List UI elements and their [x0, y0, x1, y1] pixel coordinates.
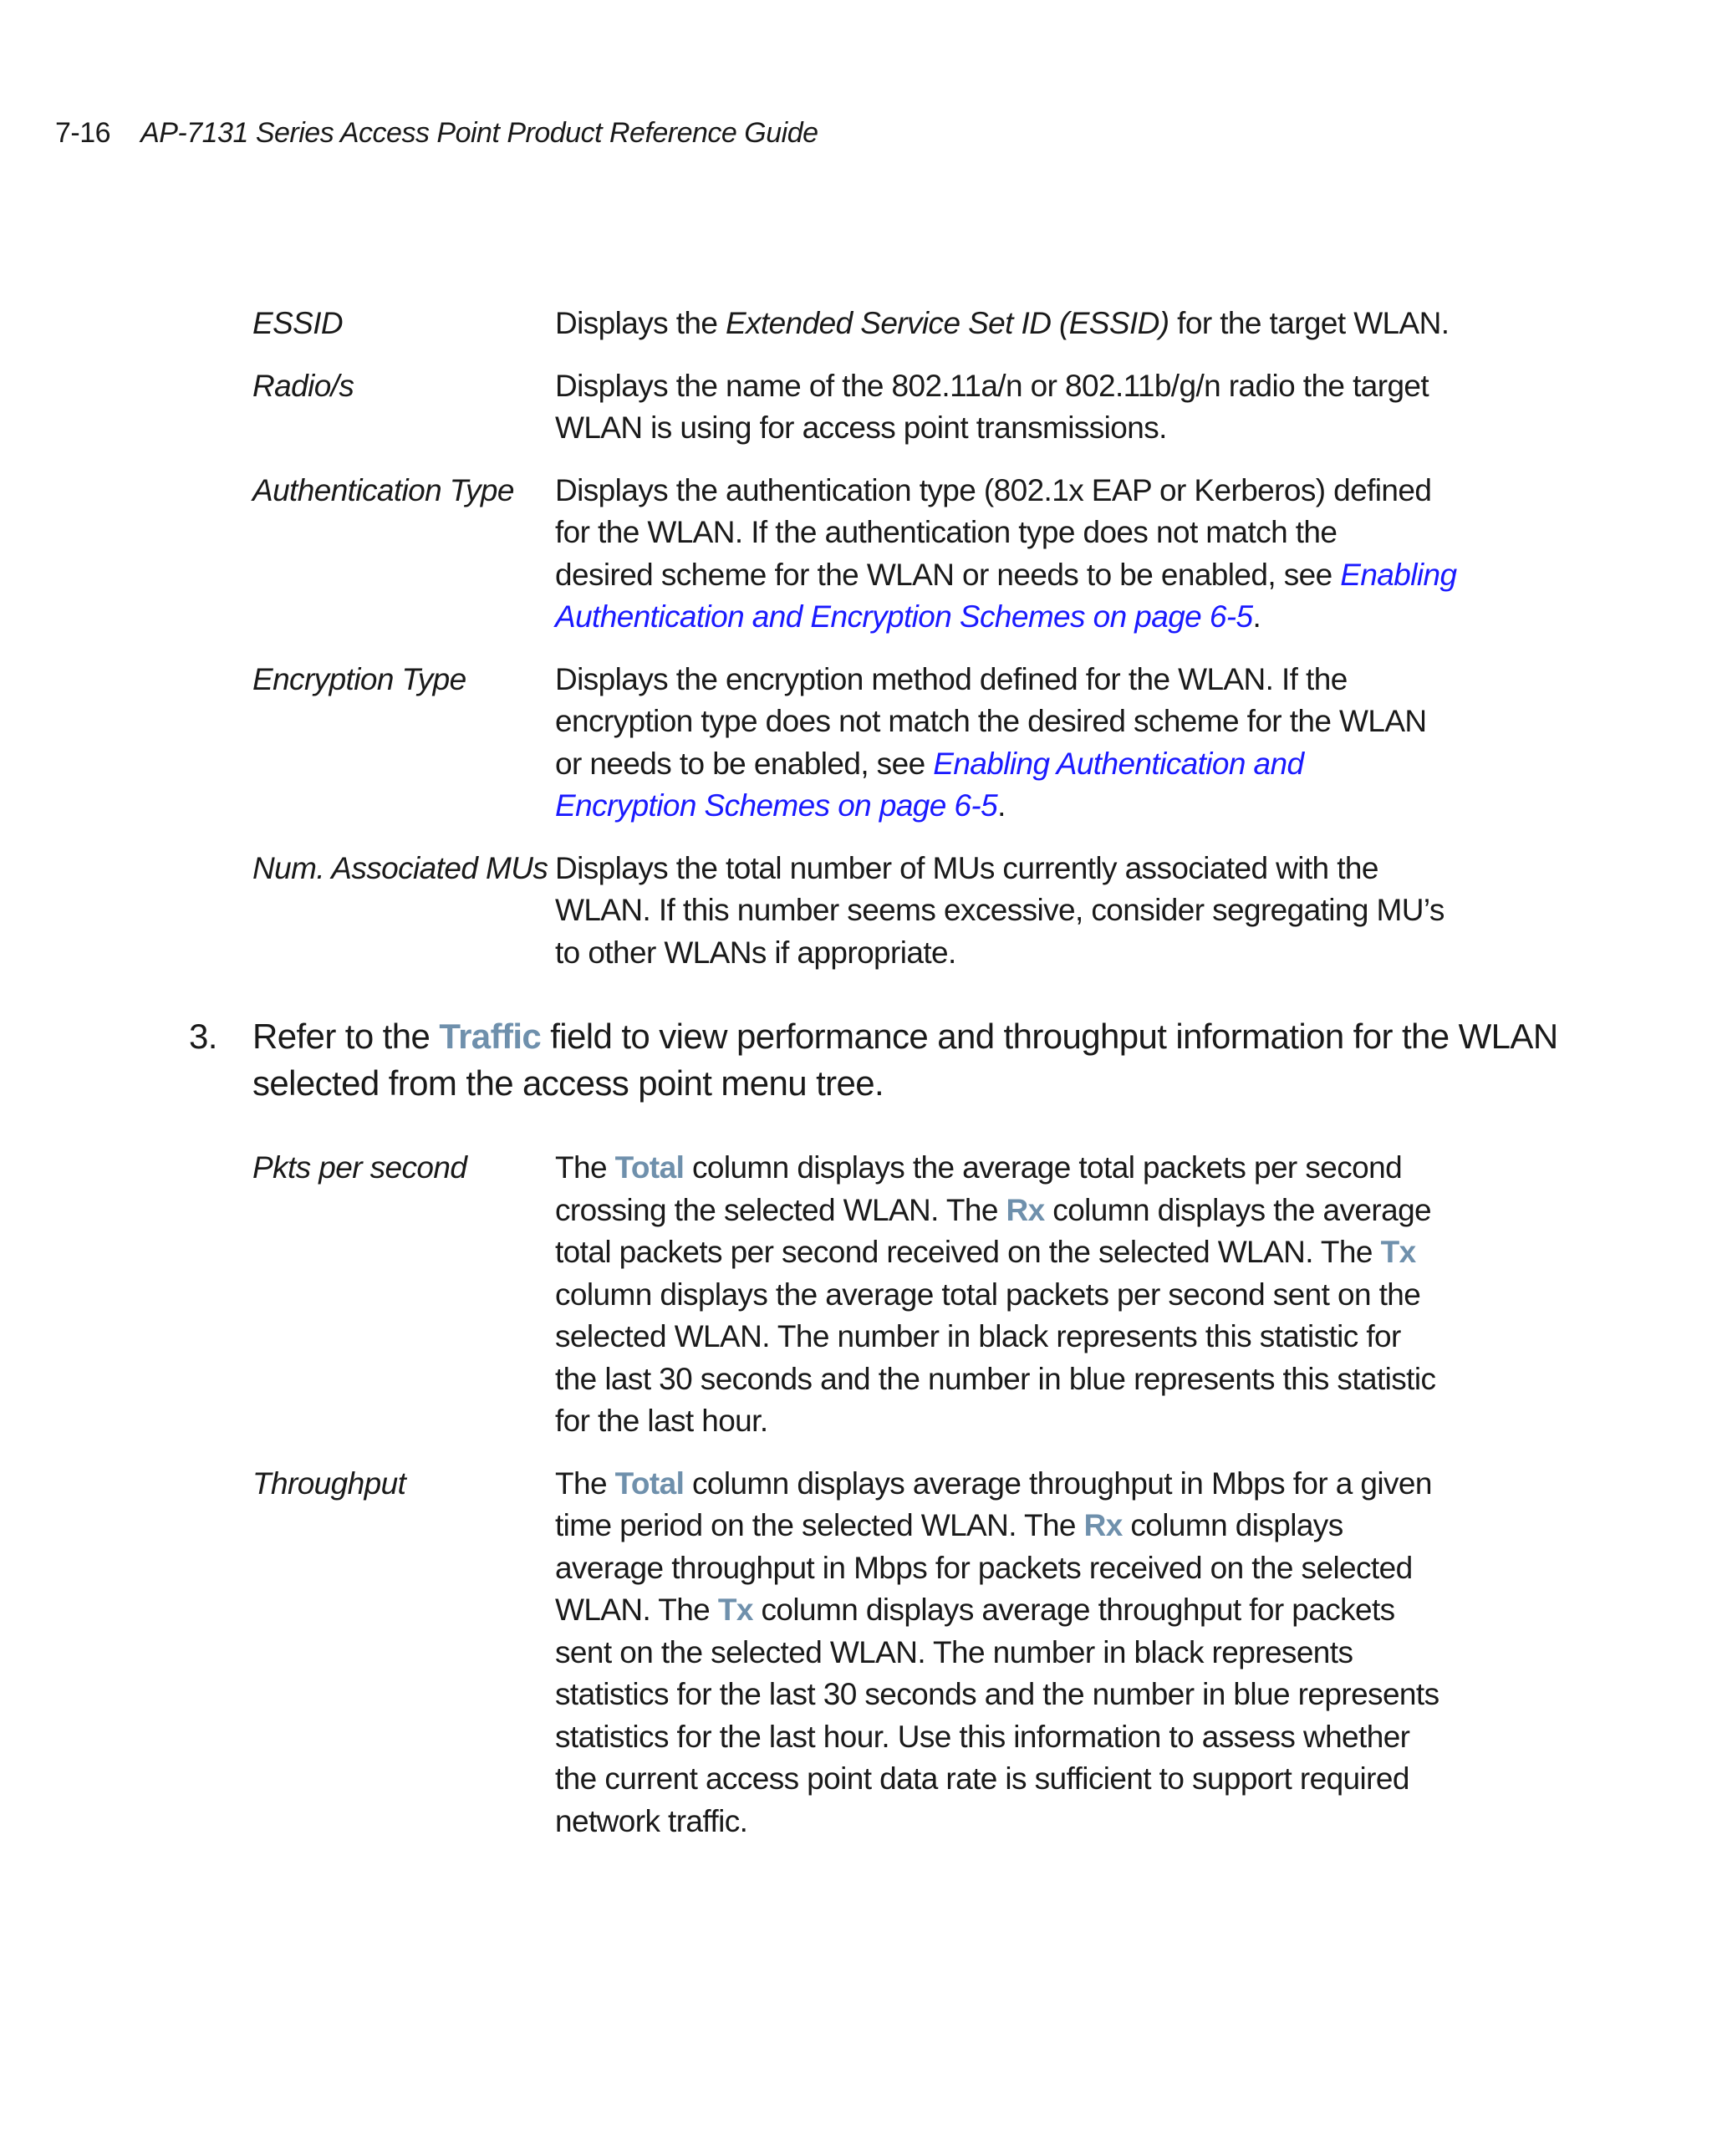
- definition-row-pkts-per-second: [252, 1147, 1436, 1443]
- term-encryption-type: Encryption Type: [252, 661, 466, 696]
- desc-pkts-per-second: The Total column displays the average total packets per second crossing the selected WLAN. The Rx column displays the average total packets per second received on the selected WLAN. The Tx column displays the average total packets per second sent on the selected WLAN. The number in black represents this statistic for the last 30 seconds and the number in blue represents this statistic for the last hour.: [555, 1150, 1436, 1438]
- wlan-field-definitions: [252, 303, 1457, 994]
- keyword-tx: Tx: [717, 1593, 753, 1627]
- definition-row-essid: [252, 303, 1450, 345]
- keyword-tx: Tx: [1380, 1235, 1416, 1269]
- step-text: Refer to the Traffic field to view performance and throughput information for the WLAN selected from the access point menu tree.: [252, 1017, 1558, 1103]
- desc-num-associated-mus: Displays the total number of MUs currently associated with the WLAN. If this number seems excessive, consider segregating MU’s to other WLANs if appropriate.: [555, 850, 1444, 970]
- definition-row-encryption-type: [252, 659, 1427, 828]
- desc-throughput: The Total column displays average throughput in Mbps for a given time period on the selected WLAN. The Rx column displays average throughput in Mbps for packets received on the selected WLAN. The Tx column displays average throughput for packets sent on the selected WLAN. The number in black represents statistics for the last 30 seconds and the number in blue represents statistics for the last hour. Use this information to assess whether the current access point data rate is sufficient to support required network traffic.: [555, 1465, 1439, 1838]
- term-num-associated-mus: Num. Associated MUs: [252, 850, 548, 885]
- page-header: [55, 117, 818, 150]
- definition-row-throughput: [252, 1463, 1439, 1843]
- desc-authentication-type: Displays the authentication type (802.1x EAP or Kerberos) defined for the WLAN. If the authentication type does not match the desired scheme for the WLAN or needs to be enabled, see Enabling Authentication and Encryption Schemes on page 6-5.: [555, 472, 1457, 634]
- desc-essid: Displays the Extended Service Set ID (ESSID) for the target WLAN.: [555, 306, 1450, 340]
- guide-title: AP-7131 Series Access Point Product Reference Guide: [140, 117, 818, 149]
- link-enabling-encryption-cont[interactable]: Encryption Schemes on page 6-5: [555, 788, 998, 823]
- page-number: 7-16: [55, 117, 111, 149]
- term-throughput: Throughput: [252, 1465, 406, 1501]
- definition-row-radios: [252, 365, 1429, 450]
- keyword-total: Total: [614, 1150, 685, 1185]
- definition-row-num-associated-mus: [252, 848, 1444, 975]
- link-enabling-encryption[interactable]: Enabling Authentication and: [933, 746, 1304, 781]
- desc-encryption-type: Displays the encryption method defined for the WLAN. If the encryption type does not match the desired scheme for the WLAN or needs to be enabled, see Enabling Authentication and Encryption Schemes on page 6-5.: [555, 661, 1427, 823]
- term-radios: Radio/s: [252, 368, 354, 403]
- term-pkts-per-second: Pkts per second: [252, 1150, 467, 1185]
- link-enabling-authentication-cont[interactable]: Authentication and Encryption Schemes on page 6-5: [555, 599, 1253, 634]
- keyword-total: Total: [614, 1465, 685, 1501]
- traffic-field-definitions: [252, 1147, 1439, 1863]
- desc-radios: Displays the name of the 802.11a/n or 802.11b/g/n radio the target WLAN is using for access point transmissions.: [555, 368, 1429, 445]
- link-enabling-authentication[interactable]: Enabling: [1340, 557, 1457, 592]
- keyword-rx: Rx: [1006, 1192, 1045, 1227]
- term-authentication-type: Authentication Type: [252, 472, 514, 507]
- keyword-rx: Rx: [1083, 1508, 1123, 1542]
- step-3: [189, 1013, 1558, 1107]
- keyword-traffic: Traffic: [439, 1017, 542, 1056]
- step-number: 3.: [189, 1017, 217, 1056]
- definition-row-authentication-type: [252, 470, 1457, 639]
- term-essid: ESSID: [252, 306, 344, 340]
